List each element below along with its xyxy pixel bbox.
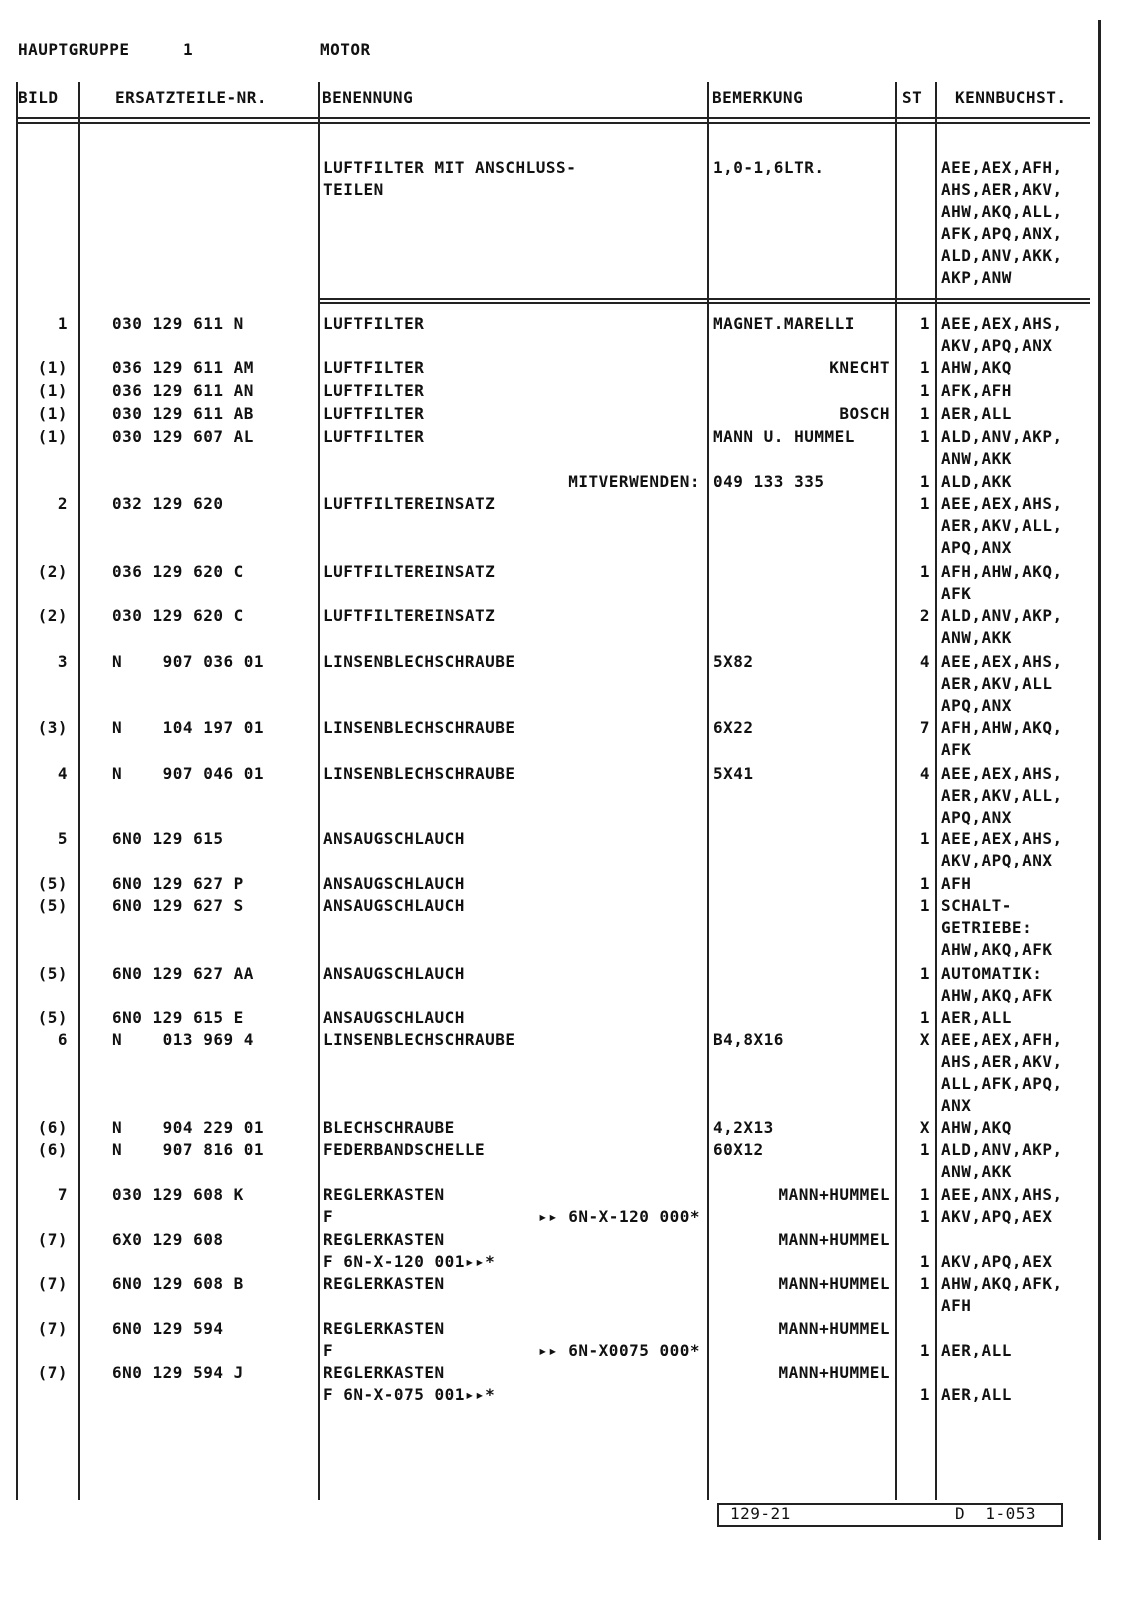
row-bild: (2): [37, 562, 68, 581]
row-part-number: 6N0 129 627 S: [112, 896, 244, 915]
intro-benennung-1: LUFTFILTER MIT ANSCHLUSS-: [323, 158, 577, 177]
row-st: 1: [919, 562, 930, 581]
row-kennbuchst: AHW,AKQ,AFK: [941, 986, 1053, 1005]
row-kennbuchst: ANW,AKK: [941, 1162, 1012, 1181]
col-header-ersatzteil: ERSATZTEILE-NR.: [115, 88, 267, 107]
col-header-st: ST: [902, 88, 923, 107]
row-benennung: LUFTFILTER: [323, 358, 425, 377]
row-kennbuchst: AHW,AKQ,AFK: [941, 940, 1053, 959]
row-st: 1: [919, 964, 930, 983]
row-st: 1: [919, 1185, 930, 1204]
row-benennung: ANSAUGSCHLAUCH: [323, 874, 465, 893]
row-bild: (6): [37, 1118, 68, 1137]
row-bemerkung: 60X12: [713, 1140, 764, 1159]
row-benennung-right: ▸▸ 6N-X0075 000*: [537, 1341, 700, 1360]
row-st: 1: [919, 404, 930, 423]
intro-kennbuchst-line: AFK,APQ,ANX,: [941, 224, 1063, 243]
row-benennung-right: MITVERWENDEN:: [568, 472, 700, 491]
row-benennung: F 6N-X-120 001▸▸*: [323, 1252, 496, 1271]
row-kennbuchst: AKV,APQ,ANX: [941, 336, 1053, 355]
row-kennbuchst: AFH,AHW,AKQ,: [941, 718, 1063, 737]
row-st: 1: [919, 1274, 930, 1293]
row-bild: (5): [37, 874, 68, 893]
intro-kennbuchst-line: AKP,ANW: [941, 268, 1012, 287]
col-divider-bild: [78, 82, 80, 1500]
row-kennbuchst: AER,AKV,ALL,: [941, 786, 1063, 805]
row-part-number: N 907 046 01: [112, 764, 264, 783]
row-kennbuchst: ALD,ANV,AKP,: [941, 427, 1063, 446]
row-bild: (5): [37, 964, 68, 983]
row-benennung: LUFTFILTER: [323, 381, 425, 400]
header-rule-bottom: [16, 122, 1090, 124]
row-benennung: FEDERBANDSCHELLE: [323, 1140, 486, 1159]
row-kennbuchst: AHW,AKQ,AFK,: [941, 1274, 1063, 1293]
row-st: 1: [919, 1341, 930, 1360]
row-kennbuchst: AFK: [941, 584, 972, 603]
row-bild: (5): [37, 1008, 68, 1027]
row-part-number: 030 129 620 C: [112, 606, 244, 625]
row-bild: (3): [37, 718, 68, 737]
row-st: 1: [919, 314, 930, 333]
row-bemerkung-right: KNECHT: [829, 358, 890, 377]
row-kennbuchst: AFK: [941, 740, 972, 759]
row-part-number: 6N0 129 594 J: [112, 1363, 244, 1382]
row-kennbuchst: AKV,APQ,ANX: [941, 851, 1053, 870]
row-kennbuchst: ALD,ANV,AKP,: [941, 1140, 1063, 1159]
row-benennung: REGLERKASTEN: [323, 1185, 445, 1204]
row-part-number: 6N0 129 594: [112, 1319, 224, 1338]
footer-ref: 129-21: [730, 1504, 791, 1523]
row-kennbuchst: AEE,ANX,AHS,: [941, 1185, 1063, 1204]
row-part-number: 6N0 129 615 E: [112, 1008, 244, 1027]
row-bild: (1): [37, 427, 68, 446]
row-bild: (6): [37, 1140, 68, 1159]
row-kennbuchst: APQ,ANX: [941, 538, 1012, 557]
row-benennung-right: ▸▸ 6N-X-120 000*: [537, 1207, 700, 1226]
row-bemerkung-right: MANN+HUMMEL: [778, 1230, 890, 1249]
intro-rule-bottom: [318, 302, 1090, 304]
row-benennung: LUFTFILTER: [323, 404, 425, 423]
row-st: 1: [919, 829, 930, 848]
intro-kennbuchst-line: AHW,AKQ,ALL,: [941, 202, 1063, 221]
row-kennbuchst: AER,AKV,ALL: [941, 674, 1053, 693]
row-st: 1: [919, 381, 930, 400]
row-st: X: [919, 1030, 930, 1049]
row-benennung: REGLERKASTEN: [323, 1319, 445, 1338]
row-benennung: LUFTFILTEREINSATZ: [323, 562, 496, 581]
row-kennbuchst: AKV,APQ,AEX: [941, 1252, 1053, 1271]
row-part-number: 6N0 129 627 AA: [112, 964, 254, 983]
page-right-edge: [1098, 20, 1101, 1540]
row-bild: 4: [57, 764, 68, 783]
row-bild: 1: [57, 314, 68, 333]
intro-kennbuchst-line: AEE,AEX,AFH,: [941, 158, 1063, 177]
row-bild: (1): [37, 404, 68, 423]
row-st: X: [919, 1118, 930, 1137]
row-kennbuchst: AEE,AEX,AHS,: [941, 829, 1063, 848]
row-benennung: ANSAUGSCHLAUCH: [323, 1008, 465, 1027]
row-bemerkung: 6X22: [713, 718, 754, 737]
row-kennbuchst: ANW,AKK: [941, 628, 1012, 647]
row-st: 1: [919, 472, 930, 491]
row-part-number: 6N0 129 608 B: [112, 1274, 244, 1293]
row-st: 1: [919, 1008, 930, 1027]
row-kennbuchst: ALL,AFK,APQ,: [941, 1074, 1063, 1093]
row-st: 1: [919, 494, 930, 513]
row-part-number: 6N0 129 627 P: [112, 874, 244, 893]
row-st: 2: [919, 606, 930, 625]
row-kennbuchst: AER,ALL: [941, 1008, 1012, 1027]
row-bemerkung-right: MANN+HUMMEL: [778, 1319, 890, 1338]
row-bild: (5): [37, 896, 68, 915]
row-part-number: 030 129 611 N: [112, 314, 244, 333]
row-kennbuchst: AER,ALL: [941, 404, 1012, 423]
row-st: 4: [919, 652, 930, 671]
col-divider-st: [935, 82, 937, 1500]
row-kennbuchst: SCHALT-: [941, 896, 1012, 915]
row-kennbuchst: ANX: [941, 1096, 972, 1115]
row-kennbuchst: AKV,APQ,AEX: [941, 1207, 1053, 1226]
row-bemerkung: 4,2X13: [713, 1118, 774, 1137]
row-part-number: N 907 036 01: [112, 652, 264, 671]
header-group-label: HAUPTGRUPPE: [18, 40, 130, 59]
row-kennbuchst: AER,AKV,ALL,: [941, 516, 1063, 535]
row-kennbuchst: AFH: [941, 874, 972, 893]
row-bemerkung: 5X82: [713, 652, 754, 671]
row-benennung: F: [323, 1341, 334, 1360]
row-part-number: N 013 969 4: [112, 1030, 254, 1049]
row-benennung: LINSENBLECHSCHRAUBE: [323, 1030, 516, 1049]
intro-kennbuchst-line: ALD,ANV,AKK,: [941, 246, 1063, 265]
row-bemerkung: 5X41: [713, 764, 754, 783]
row-kennbuchst: AER,ALL: [941, 1385, 1012, 1404]
row-part-number: 030 129 611 AB: [112, 404, 254, 423]
row-part-number: N 907 816 01: [112, 1140, 264, 1159]
row-bild: (7): [37, 1319, 68, 1338]
header-group-name: MOTOR: [320, 40, 371, 59]
row-bemerkung-right: MANN+HUMMEL: [778, 1185, 890, 1204]
col-header-kennbuchst: KENNBUCHST.: [955, 88, 1067, 107]
row-st: 1: [919, 874, 930, 893]
row-kennbuchst: AFH: [941, 1296, 972, 1315]
row-bemerkung-right: BOSCH: [839, 404, 890, 423]
row-kennbuchst: AEE,AEX,AHS,: [941, 764, 1063, 783]
row-benennung: LINSENBLECHSCHRAUBE: [323, 764, 516, 783]
row-bild: (7): [37, 1230, 68, 1249]
row-benennung: LUFTFILTEREINSATZ: [323, 606, 496, 625]
row-benennung: LUFTFILTEREINSATZ: [323, 494, 496, 513]
row-st: 1: [919, 358, 930, 377]
intro-kennbuchst-line: AHS,AER,AKV,: [941, 180, 1063, 199]
row-benennung: LUFTFILTER: [323, 427, 425, 446]
row-kennbuchst: AUTOMATIK:: [941, 964, 1043, 983]
row-part-number: 036 129 611 AN: [112, 381, 254, 400]
row-bild: 6: [57, 1030, 68, 1049]
row-part-number: 030 129 608 K: [112, 1185, 244, 1204]
row-bild: (1): [37, 381, 68, 400]
row-bemerkung-right: MANN+HUMMEL: [778, 1274, 890, 1293]
row-kennbuchst: AHS,AER,AKV,: [941, 1052, 1063, 1071]
row-benennung: ANSAUGSCHLAUCH: [323, 896, 465, 915]
intro-rule-top: [318, 298, 1090, 300]
row-part-number: 036 129 620 C: [112, 562, 244, 581]
footer-page: D 1-053: [955, 1504, 1037, 1523]
row-part-number: 036 129 611 AM: [112, 358, 254, 377]
col-header-benennung: BENENNUNG: [322, 88, 414, 107]
row-st: 7: [919, 718, 930, 737]
row-kennbuchst: AEE,AEX,AFH,: [941, 1030, 1063, 1049]
row-kennbuchst: AHW,AKQ: [941, 358, 1012, 377]
row-kennbuchst: AER,ALL: [941, 1341, 1012, 1360]
row-kennbuchst: ALD,AKK: [941, 472, 1012, 491]
row-kennbuchst: AFK,AFH: [941, 381, 1012, 400]
row-benennung: REGLERKASTEN: [323, 1274, 445, 1293]
row-benennung: LINSENBLECHSCHRAUBE: [323, 718, 516, 737]
row-benennung: REGLERKASTEN: [323, 1230, 445, 1249]
row-bild: (7): [37, 1274, 68, 1293]
intro-benennung-2: TEILEN: [323, 180, 384, 199]
row-kennbuchst: AHW,AKQ: [941, 1118, 1012, 1137]
row-bild: 3: [57, 652, 68, 671]
row-bild: (7): [37, 1363, 68, 1382]
row-bemerkung: B4,8X16: [713, 1030, 784, 1049]
row-kennbuchst: AEE,AEX,AHS,: [941, 494, 1063, 513]
row-bild: 2: [57, 494, 68, 513]
row-bild: (1): [37, 358, 68, 377]
row-kennbuchst: AEE,AEX,AHS,: [941, 652, 1063, 671]
row-benennung: F: [323, 1207, 334, 1226]
row-benennung: LUFTFILTER: [323, 314, 425, 333]
row-kennbuchst: AFH,AHW,AKQ,: [941, 562, 1063, 581]
row-st: 1: [919, 896, 930, 915]
row-st: 1: [919, 1252, 930, 1271]
row-kennbuchst: ALD,ANV,AKP,: [941, 606, 1063, 625]
row-benennung: LINSENBLECHSCHRAUBE: [323, 652, 516, 671]
row-benennung: REGLERKASTEN: [323, 1363, 445, 1382]
row-benennung: ANSAUGSCHLAUCH: [323, 829, 465, 848]
row-part-number: N 904 229 01: [112, 1118, 264, 1137]
row-bild: 5: [57, 829, 68, 848]
row-part-number: N 104 197 01: [112, 718, 264, 737]
col-divider-part: [318, 82, 320, 1500]
row-bemerkung-right: MANN+HUMMEL: [778, 1363, 890, 1382]
row-benennung: BLECHSCHRAUBE: [323, 1118, 455, 1137]
intro-bemerkung: 1,0-1,6LTR.: [713, 158, 825, 177]
row-st: 1: [919, 1140, 930, 1159]
row-part-number: 032 129 620: [112, 494, 224, 513]
header-rule-top: [16, 117, 1090, 119]
row-bemerkung: MAGNET.MARELLI: [713, 314, 855, 333]
row-benennung: ANSAUGSCHLAUCH: [323, 964, 465, 983]
row-st: 1: [919, 1207, 930, 1226]
col-header-bemerkung: BEMERKUNG: [712, 88, 804, 107]
row-kennbuchst: AEE,AEX,AHS,: [941, 314, 1063, 333]
col-header-bild: BILD: [18, 88, 59, 107]
row-bild: 7: [57, 1185, 68, 1204]
row-bemerkung: 049 133 335: [713, 472, 825, 491]
row-st: 1: [919, 1385, 930, 1404]
row-kennbuchst: APQ,ANX: [941, 808, 1012, 827]
row-st: 1: [919, 427, 930, 446]
row-bemerkung: MANN U. HUMMEL: [713, 427, 855, 446]
row-kennbuchst: ANW,AKK: [941, 449, 1012, 468]
row-benennung: F 6N-X-075 001▸▸*: [323, 1385, 496, 1404]
row-part-number: 6X0 129 608: [112, 1230, 224, 1249]
row-part-number: 6N0 129 615: [112, 829, 224, 848]
row-st: 4: [919, 764, 930, 783]
row-kennbuchst: GETRIEBE:: [941, 918, 1033, 937]
row-bild: (2): [37, 606, 68, 625]
row-part-number: 030 129 607 AL: [112, 427, 254, 446]
header-group-number: 1: [183, 40, 194, 59]
row-kennbuchst: APQ,ANX: [941, 696, 1012, 715]
